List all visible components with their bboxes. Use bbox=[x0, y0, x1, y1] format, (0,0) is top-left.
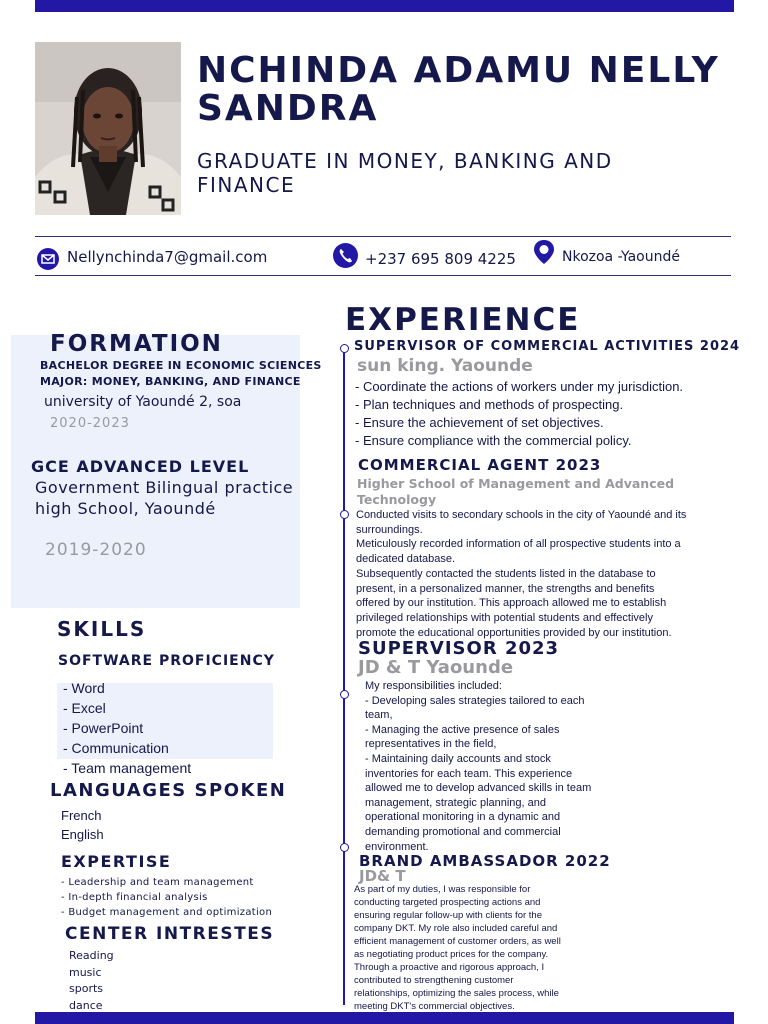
language-item: French bbox=[61, 808, 102, 823]
job-description-line: demanding promotional and commercial bbox=[365, 825, 561, 838]
skill-item: - Word bbox=[63, 680, 105, 696]
expertise-item: - In-depth financial analysis bbox=[61, 892, 208, 903]
job-company bbox=[357, 476, 674, 508]
job-description-line: surroundings. bbox=[356, 523, 423, 536]
skill-item: - Team management bbox=[63, 760, 192, 776]
job-description-line: - Ensure compliance with the commercial policy. bbox=[355, 433, 632, 448]
software-proficiency-title: SOFTWARE PROFICIENCY bbox=[58, 653, 275, 669]
job-description-line: - Ensure the achievement of set objectives. bbox=[355, 415, 604, 430]
interests-title: CENTER INTRESTES bbox=[65, 924, 275, 944]
interest-item: music bbox=[69, 965, 102, 979]
job-description-line: ensuring regular follow-up with clients for the bbox=[354, 910, 542, 921]
job-description bbox=[356, 508, 686, 640]
job-description-line: privileged relationships with potential students and effectively bbox=[356, 611, 653, 624]
job-description-line: Meticulously recorded information of all prospective students into a bbox=[356, 538, 681, 551]
job-description-line: - Plan techniques and methods of prospecting. bbox=[355, 397, 624, 412]
experience-title: EXPERIENCE bbox=[345, 302, 581, 338]
contact-top-divider bbox=[35, 236, 731, 237]
languages-title: LANGUAGES SPOKEN bbox=[50, 780, 287, 801]
expertise-item: - Budget management and optimization bbox=[61, 907, 273, 918]
subtitle-line-2: FINANCE bbox=[197, 173, 296, 197]
job-title: BRAND AMBASSADOR 2022 bbox=[359, 852, 611, 870]
job-description-line: company DKT. My role also included careful and bbox=[354, 923, 558, 934]
profile-photo bbox=[35, 42, 181, 215]
phone-text[interactable]: +237 695 809 4225 bbox=[365, 250, 516, 268]
job-description-line: team, bbox=[365, 709, 393, 722]
job-company-line-1: Higher School of Management and Advanced bbox=[357, 476, 675, 491]
skill-item: - PowerPoint bbox=[63, 720, 144, 736]
job-description-line: As part of my duties, I was responsible for bbox=[354, 884, 531, 895]
job-description-line: management, strategic planning, and bbox=[365, 796, 547, 809]
job-description bbox=[354, 883, 561, 1013]
skills-title: SKILLS bbox=[57, 617, 147, 641]
job-description-line: as negotiating product prices for the company. bbox=[354, 949, 549, 960]
job-description-line: conducting targeted prospecting actions and bbox=[354, 897, 541, 908]
candidate-subtitle bbox=[197, 149, 613, 197]
languages-list bbox=[61, 806, 104, 844]
job-description-line: relationships, optimizing the sales process, while bbox=[354, 988, 559, 999]
name-line-1: NCHINDA ADAMU NELLY bbox=[197, 50, 720, 91]
job-description-line: - Developing sales strategies tailored to each bbox=[365, 694, 585, 707]
interests-list bbox=[69, 948, 114, 1014]
job-title: COMMERCIAL AGENT 2023 bbox=[358, 456, 602, 474]
job-description-line: dedicated database. bbox=[356, 553, 456, 566]
degree-line-1: BACHELOR DEGREE IN ECONOMIC SCIENCES bbox=[40, 359, 322, 372]
interest-item: dance bbox=[69, 998, 103, 1012]
timeline-dot bbox=[340, 344, 349, 353]
job-title: SUPERVISOR 2023 bbox=[358, 638, 560, 659]
university-name: university of Yaoundé 2, soa bbox=[44, 394, 242, 410]
expertise-list bbox=[61, 875, 272, 920]
email-text[interactable]: Nellynchinda7@gmail.com bbox=[67, 248, 268, 266]
degree-line-2: MAJOR: MONEY, BANKING, AND FINANCE bbox=[40, 375, 301, 388]
job-description-line: - Coordinate the actions of workers under my jurisdiction. bbox=[355, 379, 684, 394]
job-company: JD& T bbox=[359, 867, 406, 885]
job-description bbox=[365, 679, 591, 854]
location-text: Nkozoa -Yaoundé bbox=[562, 249, 680, 265]
top-accent-bar bbox=[35, 0, 734, 12]
job-description-line: offered by our institution. This approach allowed me to establish bbox=[356, 597, 667, 610]
skill-item: - Excel bbox=[63, 700, 106, 716]
skills-list bbox=[63, 678, 191, 778]
job-description-line: operational monitoring in a dynamic and bbox=[365, 811, 561, 824]
job-company: JD & T Yaounde bbox=[358, 657, 514, 678]
job-description-line: Through a proactive and rigorous approach, I bbox=[354, 962, 545, 973]
job-description-line: Conducted visits to secondary schools in the city of Yaoundé and its bbox=[356, 509, 687, 521]
job-description-line: Subsequently contacted the students listed in the database to bbox=[356, 567, 656, 580]
email-icon bbox=[37, 248, 59, 270]
gce-title: GCE ADVANCED LEVEL bbox=[31, 457, 250, 476]
job-title: SUPERVISOR OF COMMERCIAL ACTIVITIES 2024 bbox=[354, 339, 741, 354]
job-description-line: representatives in the field, bbox=[365, 738, 497, 751]
interest-item: sports bbox=[69, 982, 104, 995]
language-item: English bbox=[61, 827, 104, 842]
job-description-line: promote the educational opportunities provided by our institution. bbox=[356, 626, 672, 639]
timeline-dot bbox=[340, 843, 349, 852]
expertise-item: - Leadership and team management bbox=[61, 877, 254, 888]
phone-icon bbox=[333, 243, 358, 268]
job-description-line: meeting DKT's commercial objectives. bbox=[354, 1001, 515, 1012]
job-company: sun king. Yaounde bbox=[357, 356, 533, 376]
job-description-line: allowed me to develop advanced skills in team bbox=[365, 782, 592, 795]
job-description-line: efficient management of customer orders, as well bbox=[354, 936, 561, 947]
skill-item: - Communication bbox=[63, 740, 169, 756]
job-description-line: inventories for each team. This experience bbox=[365, 767, 573, 780]
gce-school-line-2: high School, Yaoundé bbox=[35, 499, 216, 518]
name-line-2: SANDRA bbox=[197, 88, 379, 129]
university-years: 2020-2023 bbox=[50, 416, 130, 431]
interest-item: Reading bbox=[69, 949, 114, 962]
job-description-line: contributed to strengthening customer bbox=[354, 975, 514, 986]
job-description bbox=[355, 378, 683, 450]
subtitle-line-1: GRADUATE IN MONEY, BANKING AND bbox=[197, 149, 613, 173]
job-description-line: My responsibilities included: bbox=[365, 680, 502, 692]
timeline-dot bbox=[340, 690, 349, 699]
formation-title: FORMATION bbox=[50, 331, 223, 357]
job-description-line: - Managing the active presence of sales bbox=[365, 723, 560, 736]
bottom-accent-bar bbox=[35, 1012, 734, 1024]
timeline-dot bbox=[340, 510, 349, 519]
job-company-line-2: Technology bbox=[357, 492, 437, 507]
gce-years: 2019-2020 bbox=[45, 540, 147, 560]
candidate-name bbox=[197, 52, 720, 128]
timeline-line bbox=[343, 345, 345, 1005]
expertise-title: EXPERTISE bbox=[61, 852, 172, 871]
job-description-line: - Maintaining daily accounts and stock bbox=[365, 752, 551, 765]
gce-school-line-1: Government Bilingual practice bbox=[35, 478, 294, 497]
contact-bottom-divider bbox=[35, 275, 731, 276]
job-description-line: present, in a personalized manner, the strengths and benefits bbox=[356, 582, 655, 595]
job-description-line: environment. bbox=[365, 840, 429, 853]
location-pin-icon bbox=[532, 239, 556, 269]
